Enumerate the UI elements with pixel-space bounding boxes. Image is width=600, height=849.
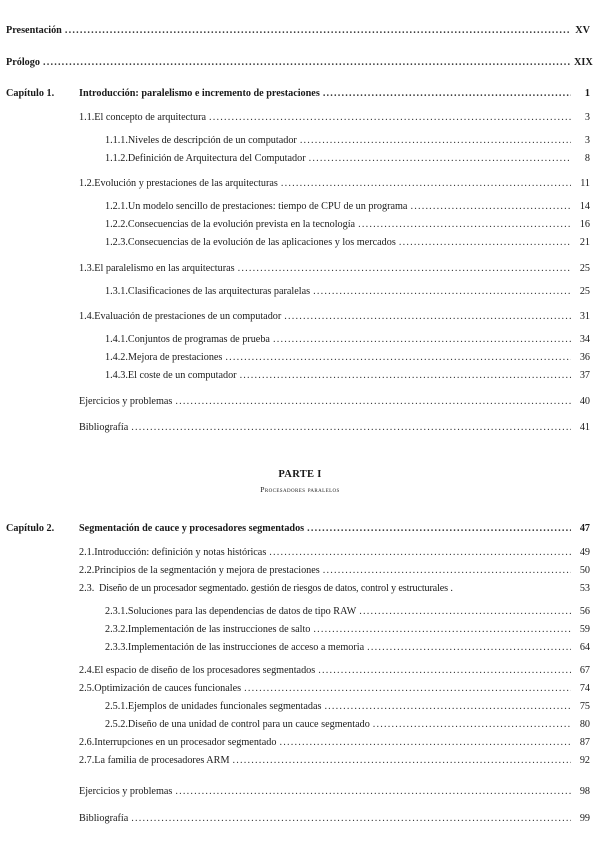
toc-entry-page: 98 (579, 786, 590, 797)
toc-entry-title: Segmentación de cauce y procesadores segmentados (79, 523, 305, 534)
toc-entry-page: 59 (579, 624, 590, 635)
section-number: 1.4. (79, 311, 95, 322)
toc-entry-page: 67 (579, 665, 590, 676)
leader-dots (410, 201, 571, 213)
toc-subsection[interactable] (105, 135, 590, 147)
leader-dots (65, 25, 571, 37)
toc-entry-page: 36 (579, 352, 590, 363)
section-number: 2.6. (79, 737, 95, 748)
toc-entry-title: Evolución y prestaciones de las arquitecturas (94, 178, 278, 189)
toc-subsection[interactable] (105, 606, 590, 618)
leader-dots (373, 719, 571, 731)
toc-section[interactable] (79, 683, 590, 695)
toc-entry-page: 50 (579, 565, 590, 576)
toc-section[interactable] (79, 422, 590, 434)
toc-entry-title: Implementación de las instrucciones de acceso a memoria (127, 642, 365, 653)
toc-subsection[interactable] (105, 352, 590, 364)
leader-dots (323, 88, 571, 100)
leader-dots (318, 665, 571, 677)
toc-entry-title: Interrupciones en un procesador segmentado (94, 737, 277, 748)
section-number: 1.1.2. (105, 153, 128, 164)
toc-entry-page: 37 (579, 370, 590, 381)
leader-dots (309, 153, 571, 165)
toc-entry-title: Ejemplos de unidades funcionales segmentadas (127, 701, 322, 712)
toc-entry-page: 75 (579, 701, 590, 712)
toc-entry-page: 87 (579, 737, 590, 748)
toc-entry-page: 99 (579, 813, 590, 824)
section-number: 1.1. (79, 112, 95, 123)
section-number: 2.2. (79, 565, 95, 576)
toc-entry-title: Diseño de una unidad de control para un cauce segmentado (127, 719, 370, 730)
toc-entry-title: El concepto de arquitectura (94, 112, 207, 123)
leader-dots (300, 135, 571, 147)
leader-dots (324, 701, 571, 713)
toc-section[interactable] (79, 755, 590, 767)
section-number: 1.4.2. (105, 352, 128, 363)
toc-entry-title: Clasificaciones de las arquitecturas paralelas (127, 286, 311, 297)
leader-dots (307, 523, 571, 535)
toc-subsection[interactable] (105, 334, 590, 346)
section-number: 2.7. (79, 755, 95, 766)
toc-entry-title: Diseño de un procesador segmentado. gestión de riesgos de datos, control y estructurales . (99, 583, 453, 594)
toc-subsection[interactable] (105, 624, 590, 636)
toc-entry-page: 16 (579, 219, 590, 230)
toc-entry-page: 11 (580, 178, 590, 189)
section-number: 2.5.1. (105, 701, 128, 712)
section-number: 2.4. (79, 665, 95, 676)
toc-entry-title: Optimización de cauces funcionales (94, 683, 242, 694)
toc-subsection[interactable] (105, 701, 590, 713)
toc-entry-title: El espacio de diseño de los procesadores segmentados (94, 665, 316, 676)
toc-entry-title: Bibliografía (79, 422, 129, 433)
toc-entry-title: Prólogo (6, 57, 40, 68)
toc-entry-title: El coste de un computador (127, 370, 237, 381)
toc-entry-title: El paralelismo en las arquitecturas (94, 263, 235, 274)
toc-section[interactable] (79, 583, 590, 595)
leader-dots (313, 286, 571, 298)
toc-entry-page: 92 (579, 755, 590, 766)
toc-subsection[interactable] (105, 153, 590, 165)
toc-subsection[interactable] (105, 370, 590, 382)
toc-entry-title: Evaluación de prestaciones de un computador (94, 311, 282, 322)
toc-entry-page: 40 (579, 396, 590, 407)
toc-section[interactable] (79, 565, 590, 577)
toc-entry-title: Introducción: definición y notas históricas (94, 547, 267, 558)
leader-dots (244, 683, 571, 695)
toc-section[interactable] (79, 665, 590, 677)
section-number: 1.4.3. (105, 370, 128, 381)
toc-entry-page: 31 (579, 311, 590, 322)
section-number: 2.5. (79, 683, 95, 694)
toc-entry-title: Un modelo sencillo de prestaciones: tiempo de CPU de un programa (127, 201, 408, 212)
leader-dots (279, 737, 571, 749)
toc-entry-page: 3 (584, 135, 590, 146)
toc-entry-page: XV (575, 25, 590, 36)
leader-dots (281, 178, 571, 190)
toc-section[interactable] (79, 547, 590, 559)
part-title: PARTE I (278, 469, 322, 480)
leader-dots (273, 334, 571, 346)
toc-entry-page: 34 (579, 334, 590, 345)
toc-section[interactable] (79, 737, 590, 749)
toc-entry-title: Conjuntos de programas de prueba (127, 334, 270, 345)
chapter-label: Capítulo 1. (6, 88, 55, 99)
toc-entry-title: Principios de la segmentación y mejora de prestaciones (94, 565, 320, 576)
toc-subsection[interactable] (105, 201, 590, 213)
toc-entry-title: Bibliografía (79, 813, 129, 824)
leader-dots (225, 352, 571, 364)
toc-entry-title: Ejercicios y problemas (79, 786, 173, 797)
leader-dots (313, 624, 571, 636)
section-number: 2.1. (79, 547, 95, 558)
toc-section[interactable] (79, 786, 590, 798)
toc-entry-page: 80 (579, 719, 590, 730)
section-number: 1.4.1. (105, 334, 128, 345)
leader-dots (269, 547, 571, 559)
section-number: 2.3.1. (105, 606, 128, 617)
leader-dots (131, 422, 571, 434)
toc-entry-page: 3 (584, 112, 590, 123)
leader-dots (238, 263, 571, 275)
toc-entry-page: 64 (579, 642, 590, 653)
toc-entry-page: 8 (584, 153, 590, 164)
toc-entry-page: 53 (579, 583, 590, 594)
toc-entry-title: Consecuencias de la evolución prevista en la tecnología (127, 219, 356, 230)
leader-dots (284, 311, 571, 323)
leader-dots (359, 606, 571, 618)
leader-dots (240, 370, 571, 382)
chapter-label: Capítulo 2. (6, 523, 55, 534)
toc-entry-page: 1 (584, 88, 590, 99)
toc-subsection[interactable] (105, 286, 590, 298)
toc-section[interactable] (79, 112, 590, 124)
toc-entry-title: Soluciones para las dependencias de datos de tipo RAW (127, 606, 357, 617)
section-number: 1.2.1. (105, 201, 128, 212)
toc-subsection[interactable] (105, 642, 590, 654)
toc-entry-title: Mejora de prestaciones (127, 352, 223, 363)
leader-dots (175, 786, 571, 798)
leader-dots (233, 755, 571, 767)
toc-section[interactable] (79, 813, 590, 825)
toc-entry-title: Implementación de las instrucciones de salto (127, 624, 311, 635)
leader-dots (175, 396, 571, 408)
leader-dots (43, 57, 571, 69)
toc-entry-page: 21 (579, 237, 590, 248)
toc-section[interactable] (79, 263, 590, 275)
toc-entry-title: Ejercicios y problemas (79, 396, 173, 407)
section-number: 2.3.2. (105, 624, 128, 635)
section-number: 1.2. (79, 178, 95, 189)
section-number: 2.3. (79, 583, 95, 594)
toc-entry-title: La familia de procesadores ARM (94, 755, 230, 766)
section-number: 2.3.3. (105, 642, 128, 653)
toc-chapter-1[interactable] (79, 88, 590, 100)
toc-section[interactable] (79, 178, 590, 190)
toc-subsection[interactable] (105, 219, 590, 231)
toc-entry-page: 49 (579, 547, 590, 558)
toc-entry-page: 74 (579, 683, 590, 694)
leader-dots (209, 112, 571, 124)
toc-entry-title: Niveles de descripción de un computador (127, 135, 297, 146)
toc-entry-presentacion[interactable] (6, 25, 590, 37)
toc-section[interactable] (79, 396, 590, 408)
section-number: 1.1.1. (105, 135, 128, 146)
leader-dots (323, 565, 571, 577)
section-number: 1.3. (79, 263, 95, 274)
section-number: 1.2.3. (105, 237, 128, 248)
section-number: 1.2.2. (105, 219, 128, 230)
toc-chapter-2[interactable] (79, 523, 590, 535)
toc-entry-title: Introducción: paralelismo e incremento de prestaciones (79, 88, 320, 99)
toc-subsection[interactable] (105, 719, 590, 731)
leader-dots (399, 237, 571, 249)
toc-entry-page: XIX (574, 57, 593, 68)
toc-entry-title: Consecuencias de la evolución de las aplicaciones y los mercados (127, 237, 396, 248)
section-number: 2.5.2. (105, 719, 128, 730)
toc-subsection[interactable] (105, 237, 590, 249)
toc-entry-page: 14 (579, 201, 590, 212)
toc-entry-title: Definición de Arquitectura del Computador (127, 153, 306, 164)
toc-entry-prologo[interactable] (6, 57, 593, 69)
leader-dots (131, 813, 571, 825)
part-subtitle: Procesadores paralelos (260, 485, 340, 494)
toc-entry-page: 25 (579, 263, 590, 274)
toc-entry-page: 41 (579, 422, 590, 433)
toc-entry-page: 47 (579, 523, 590, 534)
leader-dots (367, 642, 571, 654)
toc-entry-title: Presentación (6, 25, 62, 36)
section-number: 1.3.1. (105, 286, 128, 297)
toc-section[interactable] (79, 311, 590, 323)
leader-dots (358, 219, 571, 231)
toc-entry-page: 56 (579, 606, 590, 617)
toc-entry-page: 25 (579, 286, 590, 297)
